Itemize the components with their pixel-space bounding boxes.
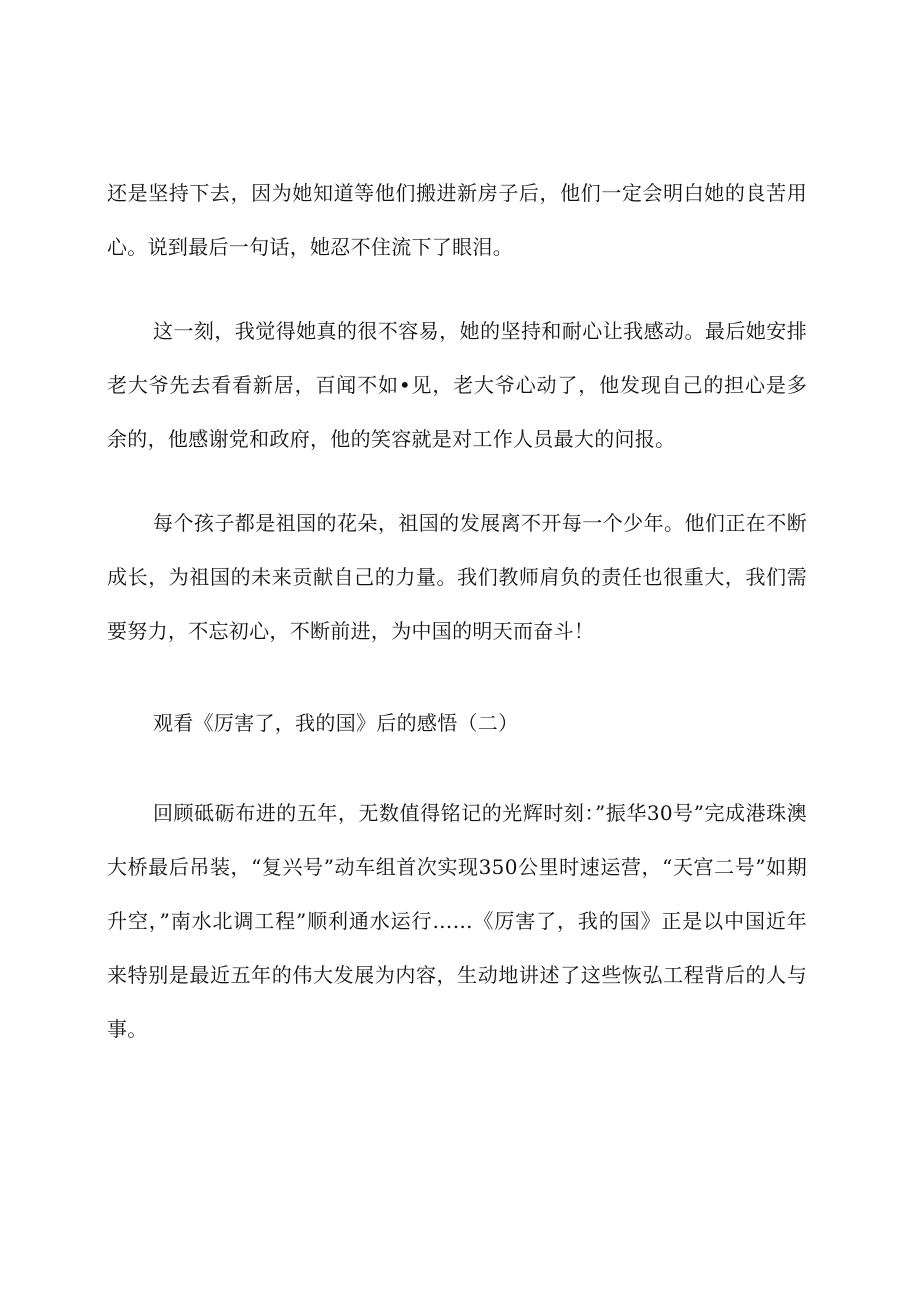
- section-heading: 观看《厉害了，我的国》后的感悟（二）: [153, 711, 519, 735]
- paragraph: 每个孩子都是祖国的花朵，祖国的发展离不开每一个少年。他们正在不断成长，为祖国的未来贡献自己的力量。我们教师肩负的责任也很重大，我们需要努力，不忘初心，不断前进，为中国的明天而奋斗！: [107, 511, 807, 643]
- paragraph-continuation: 还是坚持下去，因为她知道等他们搬进新房子后，他们一定会明白她的良苦用心。说到最后一句话，她忍不住流下了眼泪。: [107, 181, 807, 259]
- paragraph: 回顾砥砺布进的五年，无数值得铭记的光辉时刻：”振华30号”完成港珠澳大桥最后吊装，“复兴号”动车组首次实现350公里时速运营，“天宫二号”如期升空，”南水北调工程”顺利通水运行……《厉害了，我的国》正是以中国近年来特别是最近五年的伟大发展为内容，生动地讲述了这些恢弘工程背后的人与事。: [107, 801, 807, 1041]
- paragraph: 这一刻，我觉得她真的很不容易，她的坚持和耐心让我感动。最后她安排老大爷先去看看新居，百闻不如•见，老大爷心动了，他发现自己的担心是多余的，他感谢党和政府，他的笑容就是对工作人员最大的问报。: [107, 319, 807, 451]
